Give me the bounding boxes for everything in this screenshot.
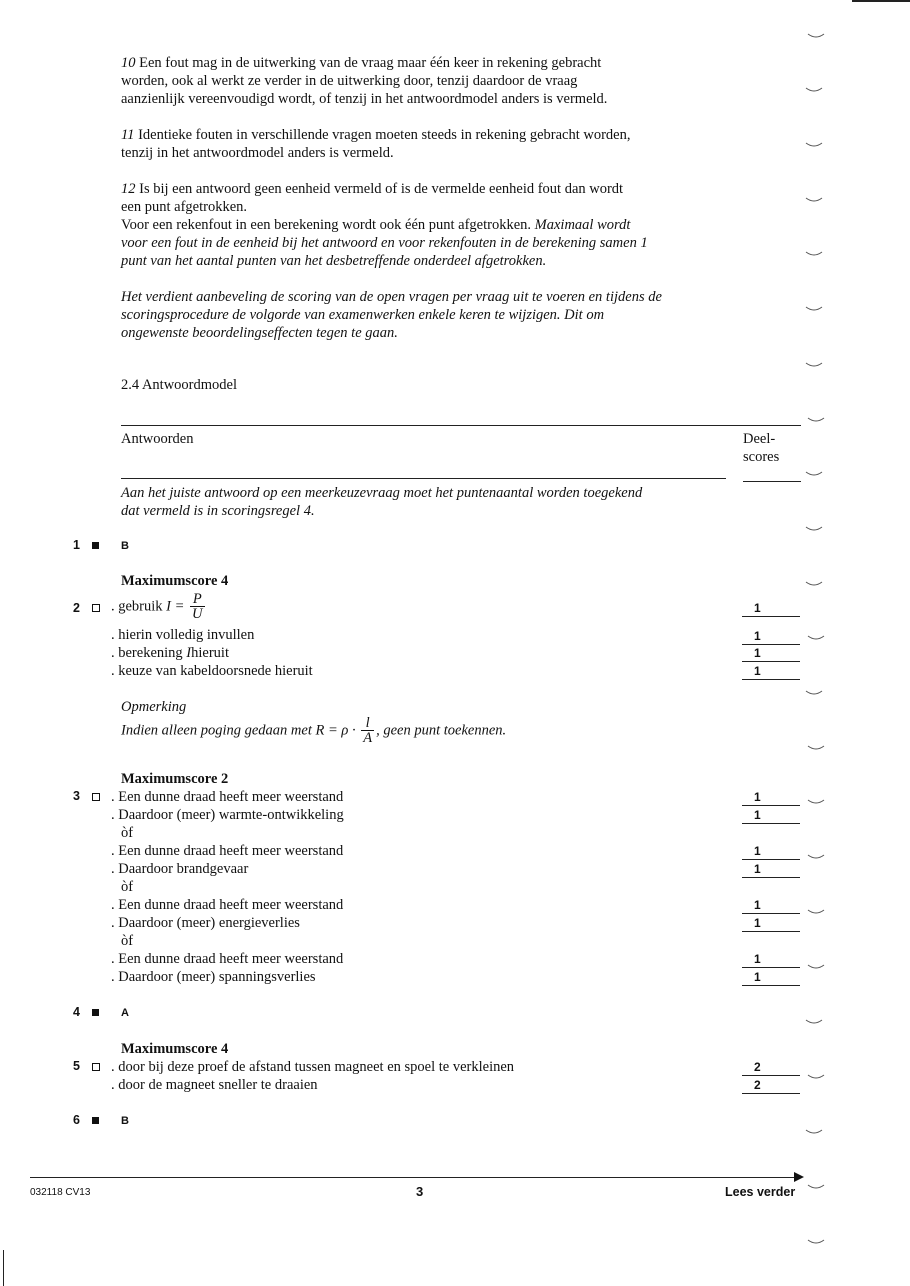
score-cell: 2 xyxy=(742,1059,800,1076)
score-cell: 1 xyxy=(742,645,800,662)
max-score-label: Maximumscore 2 xyxy=(121,771,229,787)
margin-tick-icon xyxy=(808,965,824,968)
margin-tick-icon xyxy=(806,307,822,310)
score-cell: 1 xyxy=(742,789,800,806)
rule-11-line-1: 11 Identieke fouten in verschillende vragen moeten steeds in rekening gebracht worden, xyxy=(121,127,631,143)
margin-tick-icon xyxy=(808,910,824,913)
filled-square-icon xyxy=(92,1117,99,1124)
footer-rule xyxy=(30,1177,796,1178)
column-header-answers: Antwoorden xyxy=(121,431,194,447)
margin-tick-icon xyxy=(808,746,824,749)
mc-note-line-1: Aan het juiste antwoord op een meerkeuzevraag moet het puntenaantal worden toegekend xyxy=(121,485,643,501)
score-cell: 1 xyxy=(742,807,800,824)
answer-letter: B xyxy=(121,540,129,552)
advice-line-3: ongewenste beoordelingseffecten tegen te gaan. xyxy=(121,325,398,341)
score-cell: 1 xyxy=(742,897,800,914)
score-cell: 1 xyxy=(742,843,800,860)
margin-tick-icon xyxy=(806,143,822,146)
rule-10-line-1: 10 Een fout mag in de uitwerking van de vraag maar één keer in rekening gebracht xyxy=(121,55,602,71)
remark-title: Opmerking xyxy=(121,699,187,715)
margin-tick-icon xyxy=(808,418,824,421)
criterion-line: . hierin volledig invullen xyxy=(111,627,255,643)
rule-12-line-4: voor een fout in de eenheid bij het antwoord en voor rekenfouten in de berekening samen 1 xyxy=(121,235,648,251)
criterion-line: . Een dunne draad heeft meer weerstand xyxy=(111,789,344,805)
margin-tick-icon xyxy=(806,198,822,201)
filled-square-icon xyxy=(92,542,99,549)
score-cell: 1 xyxy=(742,628,800,645)
filled-square-icon xyxy=(92,1009,99,1016)
open-square-icon xyxy=(92,1063,100,1071)
margin-tick-icon xyxy=(808,800,824,803)
rule-10-line-3: aanzienlijk vereenvoudigd wordt, of tenzij in het antwoordmodel anders is vermeld. xyxy=(121,91,608,107)
rule-12-line-5: punt van het aantal punten van het desbetreffende onderdeel afgetrokken. xyxy=(121,253,547,269)
top-edge-mark xyxy=(852,0,910,2)
score-cell: 1 xyxy=(742,600,800,617)
criterion-line: . keuze van kabeldoorsnede hieruit xyxy=(111,663,313,679)
answer-letter: B xyxy=(121,1115,129,1127)
criterion-line: . gebruik I = $\frac{P}{U}$ xyxy=(111,591,203,622)
header-rule-scores xyxy=(743,481,801,482)
score-cell: 1 xyxy=(742,915,800,932)
section-title: 2.4 Antwoordmodel xyxy=(121,377,237,393)
rule-12-line-3: Voor een rekenfout in een berekening wordt ook één punt afgetrokken. Maximaal wordt xyxy=(121,217,631,233)
column-header-scores-2: scores xyxy=(743,449,780,465)
margin-tick-icon xyxy=(806,691,822,694)
rule-12-line-1: 12 Is bij een antwoord geen eenheid vermeld of is de vermelde eenheid fout dan wordt xyxy=(121,181,624,197)
fraction-p-over-u: $\frac{P}{U}$ xyxy=(192,591,203,622)
open-square-icon xyxy=(92,604,100,612)
question-number: 3 xyxy=(73,789,80,803)
max-score-label: Maximumscore 4 xyxy=(121,573,229,589)
margin-tick-icon xyxy=(806,88,822,91)
question-number: 1 xyxy=(73,538,80,552)
remark-text: Indien alleen poging gedaan met R = ρ · $\frac{l}{A}$ , geen punt toekennen. xyxy=(121,715,507,746)
advice-line-1: Het verdient aanbeveling de scoring van de open vragen per vraag uit te voeren en tijdens de xyxy=(121,289,662,305)
open-square-icon xyxy=(92,793,100,801)
criterion-line: . door de magneet sneller te draaien xyxy=(111,1077,318,1093)
score-cell: 1 xyxy=(742,951,800,968)
score-cell: 1 xyxy=(742,969,800,986)
criterion-line: . berekening Ihieruit xyxy=(111,645,229,661)
criterion-line: . Daardoor (meer) energieverlies xyxy=(111,915,300,931)
margin-check-marks xyxy=(800,0,840,1286)
criterion-line: . Een dunne draad heeft meer weerstand xyxy=(111,843,344,859)
score-cell: 1 xyxy=(742,861,800,878)
exam-code: 032118 CV13 xyxy=(30,1187,91,1198)
margin-tick-icon xyxy=(806,1020,822,1023)
margin-tick-icon xyxy=(806,363,822,366)
answer-letter: A xyxy=(121,1007,129,1019)
alternative-or: òf xyxy=(121,825,134,841)
criterion-line: . Een dunne draad heeft meer weerstand xyxy=(111,897,344,913)
criterion-line: . door bij deze proef de afstand tussen magneet en spoel te verkleinen xyxy=(111,1059,515,1075)
header-rule-top xyxy=(121,425,801,426)
score-cell: 1 xyxy=(742,663,800,680)
criterion-line: . Daardoor brandgevaar xyxy=(111,861,249,877)
alternative-or: òf xyxy=(121,933,134,949)
margin-tick-icon xyxy=(808,855,824,858)
max-score-label: Maximumscore 4 xyxy=(121,1041,229,1057)
question-number: 4 xyxy=(73,1005,80,1019)
rule-12-line-2: een punt afgetrokken. xyxy=(121,199,248,215)
criterion-line: . Daardoor (meer) spanningsverlies xyxy=(111,969,316,985)
advice-line-2: scoringsprocedure de volgorde van examenwerken enkele keren te wijzigen. Dit om xyxy=(121,307,605,323)
margin-tick-icon xyxy=(808,1185,824,1188)
left-edge-mark xyxy=(3,1250,4,1286)
criterion-line: . Een dunne draad heeft meer weerstand xyxy=(111,951,344,967)
page-number: 3 xyxy=(416,1184,424,1199)
margin-tick-icon xyxy=(806,252,822,255)
mc-note-line-2: dat vermeld is in scoringsregel 4. xyxy=(121,503,315,519)
question-number: 6 xyxy=(73,1113,80,1127)
fraction-l-over-a: $\frac{l}{A}$ xyxy=(363,715,373,746)
rule-10-line-2: worden, ook al werkt ze verder in de uitwerking door, tenzij daardoor de vraag xyxy=(121,73,578,89)
margin-tick-icon xyxy=(808,1075,824,1078)
score-cell: 2 xyxy=(742,1077,800,1094)
rule-11-line-2: tenzij in het antwoordmodel anders is vermeld. xyxy=(121,145,394,161)
margin-tick-icon xyxy=(806,1130,822,1133)
criterion-line: . Daardoor (meer) warmte-ontwikkeling xyxy=(111,807,344,823)
margin-tick-icon xyxy=(808,1240,824,1243)
margin-tick-icon xyxy=(806,472,822,475)
margin-tick-icon xyxy=(806,582,822,585)
question-number: 2 xyxy=(73,601,80,615)
next-page-label: Lees verder xyxy=(725,1185,796,1199)
column-header-scores: Deel- xyxy=(743,431,776,447)
margin-tick-icon xyxy=(806,527,822,530)
header-rule-bottom xyxy=(121,478,726,479)
margin-tick-icon xyxy=(808,636,824,639)
question-number: 5 xyxy=(73,1059,80,1073)
alternative-or: òf xyxy=(121,879,134,895)
margin-tick-icon xyxy=(808,34,824,37)
